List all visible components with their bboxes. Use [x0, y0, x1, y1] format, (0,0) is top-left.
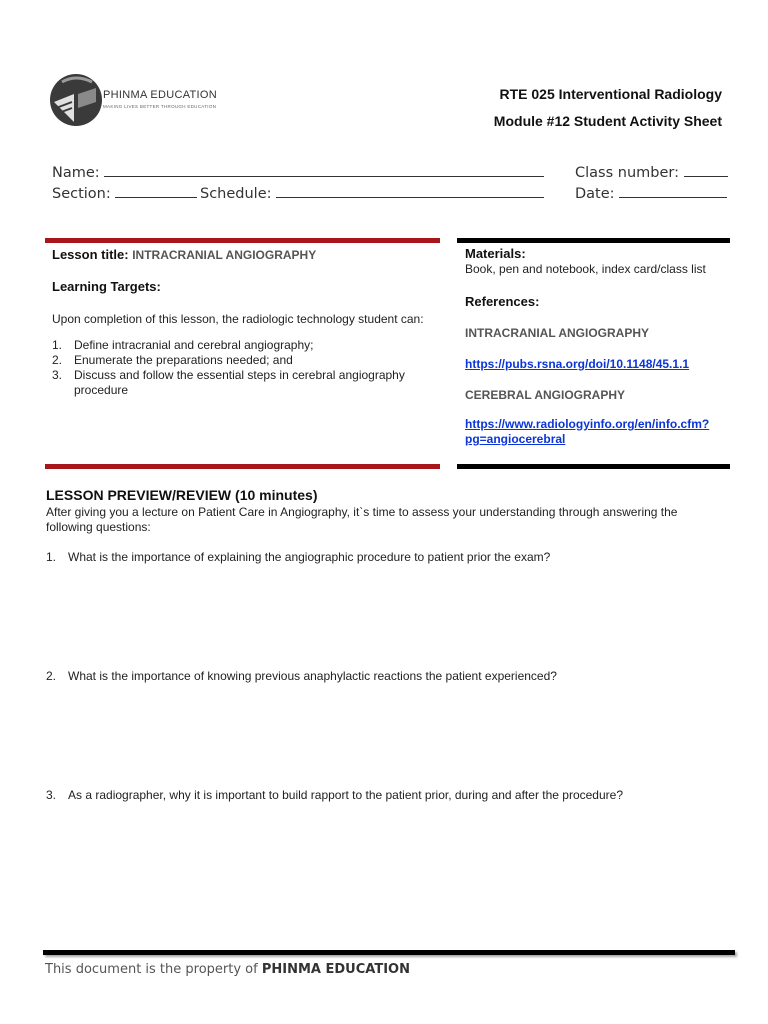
lesson-bottom-bar	[45, 464, 440, 469]
name-line	[104, 164, 544, 177]
lesson-title	[52, 247, 316, 262]
date-line	[619, 185, 727, 198]
learning-targets-intro: Upon completion of this lesson, the radiologic technology student can:	[52, 312, 424, 326]
module-title: Module #12 Student Activity Sheet	[493, 113, 722, 129]
footer-owner: PHINMA EDUCATION	[261, 962, 410, 977]
list-item-number: 3.	[52, 368, 63, 382]
question-number: 2.	[46, 669, 57, 683]
reference-link-line: pg=angiocerebral	[465, 432, 566, 446]
schedule-field[interactable]	[200, 185, 544, 202]
question-item	[46, 550, 550, 564]
footer-bar	[43, 950, 735, 955]
question-text: What is the importance of explaining the angiographic procedure to patient prior the exam?	[68, 550, 551, 564]
question-number: 3.	[46, 788, 57, 802]
date-label: Date:	[575, 186, 615, 202]
materials-bottom-bar	[457, 464, 730, 469]
footer-property-text: This document is the property of	[45, 962, 258, 977]
section-label: Section:	[52, 186, 111, 202]
list-item-text: Enumerate the preparations needed; and	[74, 353, 293, 367]
schedule-line	[276, 185, 544, 198]
schedule-label: Schedule:	[200, 186, 272, 202]
section-line	[115, 185, 197, 198]
reference-title-cerebral: CEREBRAL ANGIOGRAPHY	[465, 388, 626, 402]
class-number-field[interactable]	[575, 164, 728, 181]
reference-title-intracranial: INTRACRANIAL ANGIOGRAPHY	[465, 326, 650, 340]
question-item	[46, 669, 557, 683]
materials-heading: Materials:	[465, 246, 526, 261]
section-field[interactable]	[52, 185, 197, 202]
preview-intro-line: following questions:	[46, 520, 151, 534]
materials-text: Book, pen and notebook, index card/class list	[465, 262, 706, 276]
list-item-text: Define intracranial and cerebral angiography;	[74, 338, 314, 352]
reference-link-line: https://www.radiologyinfo.org/en/info.cfm?	[465, 417, 710, 431]
class-number-label: Class number:	[575, 165, 679, 181]
lesson-top-bar	[45, 238, 440, 243]
date-field[interactable]	[575, 185, 727, 202]
answer-area[interactable]	[46, 808, 730, 938]
question-item	[46, 788, 623, 802]
question-text: What is the importance of knowing previous anaphylactic reactions the patient experienced?	[68, 669, 557, 683]
reference-link-rsna[interactable]: https://pubs.rsna.org/doi/10.1148/45.1.1	[465, 357, 690, 371]
preview-intro-line: After giving you a lecture on Patient Care in Angiography, it`s time to assess your understanding through answering the	[46, 505, 678, 519]
learning-targets-list	[52, 338, 437, 398]
list-item	[52, 353, 437, 368]
course-title: RTE 025 Interventional Radiology	[499, 86, 722, 102]
list-item-number: 2.	[52, 353, 63, 367]
logo-name: PHINMA EDUCATION	[103, 89, 217, 101]
list-item-number: 1.	[52, 338, 63, 352]
class-number-line	[684, 164, 728, 177]
name-field[interactable]	[52, 164, 544, 181]
question-number: 1.	[46, 550, 57, 564]
name-label: Name:	[52, 165, 100, 181]
answer-area[interactable]	[46, 689, 730, 781]
list-item-text: Discuss and follow the essential steps in cerebral angiography procedure	[74, 368, 405, 397]
lesson-title-value: INTRACRANIAL ANGIOGRAPHY	[132, 248, 317, 262]
references-heading: References:	[465, 294, 540, 309]
materials-top-bar	[457, 238, 730, 243]
preview-heading: LESSON PREVIEW/REVIEW (10 minutes)	[46, 487, 318, 503]
logo-tagline: MAKING LIVES BETTER THROUGH EDUCATION	[103, 104, 217, 109]
list-item	[52, 338, 437, 353]
list-item	[52, 368, 437, 398]
phinma-logo-icon	[48, 72, 104, 128]
footer-text	[45, 962, 410, 977]
question-text: As a radiographer, why it is important to build rapport to the patient prior, during and after the procedure?	[68, 788, 623, 802]
learning-targets-heading: Learning Targets:	[52, 279, 161, 294]
lesson-title-label: Lesson title:	[52, 247, 129, 262]
reference-link-radiologyinfo[interactable]	[465, 417, 709, 447]
answer-area[interactable]	[46, 570, 730, 662]
